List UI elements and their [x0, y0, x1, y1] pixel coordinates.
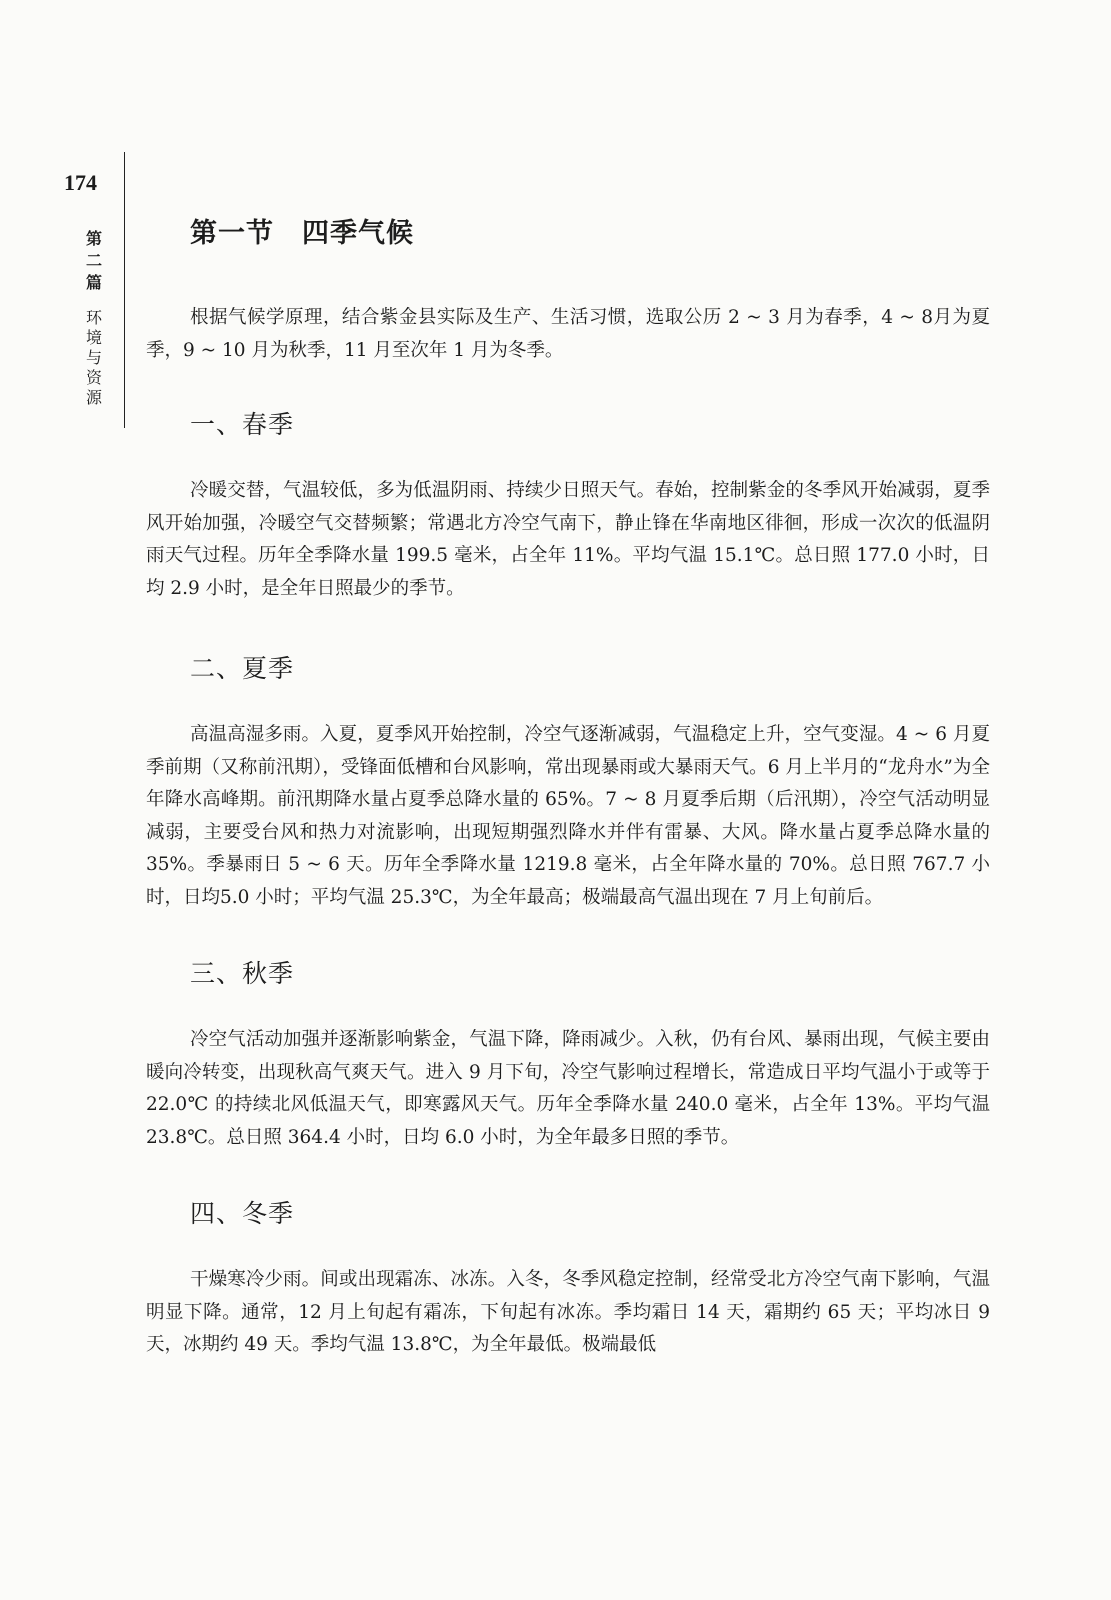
page-number: 174	[64, 170, 97, 195]
margin-rule	[124, 152, 125, 428]
winter-heading: 四、冬季	[190, 1199, 295, 1228]
summer-paragraph: 高温高湿多雨。入夏，夏季风开始控制，冷空气逐渐减弱，气温稳定上升，空气变湿。4 ~ 6 月夏季前期（又称前汛期），受锋面低槽和台风影响，常出现暴雨或大暴雨天气。6 月上半月的“龙舟水”为全年降水高峰期。前汛期降水量占夏季总降水量的 65%。7 ~ 8 月夏季后期（后汛期），冷空气活动明显减弱，主要受台风和热力对流影响，出现短期强烈降水并伴有雷暴、大风。降水量占夏季总降水量的 35%。季暴雨日 5 ~ 6 天。历年全季降水量 1219.8 毫米，占全年降水量的 70%。总日照 767.7 小时，日均5.0 小时；平均气温 25.3℃，为全年最高；极端最高气温出现在 7 月上旬前后。	[146, 724, 990, 908]
section-number: 第一节	[190, 218, 274, 249]
autumn-paragraph: 冷空气活动加强并逐渐影响紫金，气温下降，降雨减少。入秋，仍有台风、暴雨出现，气候主要由暖向冷转变，出现秋高气爽天气。进入 9 月下旬，冷空气影响过程增长，常造成日平均气温小于或等于 22.0℃ 的持续北风低温天气，即寒露风天气。历年全季降水量 240.0 毫米，占全年 13%。平均气温 23.8℃。总日照 364.4 小时，日均 6.0 小时，为全年最多日照的季节。	[146, 1029, 990, 1148]
winter-paragraph: 干燥寒冷少雨。间或出现霜冻、冰冻。入冬，冬季风稳定控制，经常受北方冷空气南下影响，气温明显下降。通常，12 月上旬起有霜冻，下旬起有冰冻。季均霜日 14 天，霜期约 65 天；平均冰日 9 天，冰期约 49 天。季均气温 13.8℃，为全年最低。极端最低	[146, 1269, 990, 1355]
page-body	[146, 212, 990, 1362]
spring-paragraph: 冷暖交替，气温较低，多为低温阴雨、持续少日照天气。春始，控制紫金的冬季风开始减弱，夏季风开始加强，冷暖空气交替频繁；常遇北方冷空气南下，静止锋在华南地区徘徊，形成一次次的低温阴雨天气过程。历年全季降水量 199.5 毫米，占全年 11%。平均气温 15.1℃。总日照 177.0 小时，日均 2.9 小时，是全年日照最少的季节。	[146, 480, 990, 599]
margin-part-label: 第二篇	[85, 229, 102, 292]
autumn-heading: 三、秋季	[190, 959, 295, 988]
section-name: 四季气候	[302, 218, 414, 249]
spring-heading: 一、春季	[190, 410, 295, 439]
intro-paragraph: 根据气候学原理，结合紫金县实际及生产、生活习惯，选取公历 2 ~ 3 月为春季，4 ~ 8月为夏季，9 ~ 10 月为秋季，11 月至次年 1 月为冬季。	[146, 307, 990, 361]
section-title	[190, 212, 990, 256]
margin-chapter-label: 环境与资源	[85, 308, 102, 407]
summer-heading: 二、夏季	[190, 654, 295, 683]
